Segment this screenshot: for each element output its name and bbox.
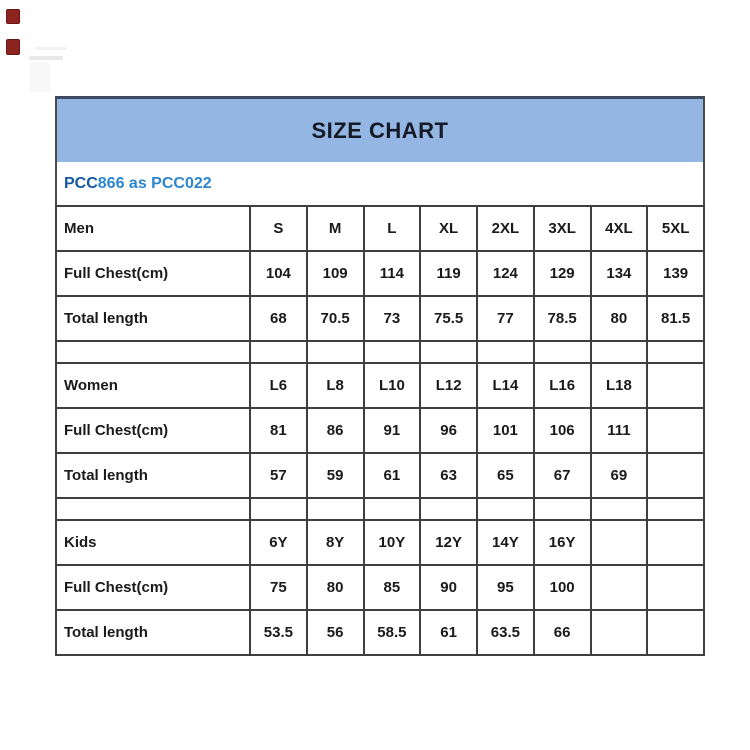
measure-label: Full Chest(cm) xyxy=(56,565,250,610)
scan-smudge xyxy=(29,56,63,60)
value-cell: 57 xyxy=(250,453,307,498)
value-cell xyxy=(591,610,648,655)
value-cell: 70.5 xyxy=(307,296,364,341)
spacer-cell xyxy=(250,341,307,363)
spacer-cell xyxy=(364,341,421,363)
value-cell: 100 xyxy=(534,565,591,610)
spacer-cell xyxy=(307,498,364,520)
size-cell xyxy=(591,520,648,565)
page-title: SIZE CHART xyxy=(311,117,449,143)
spacer-cell xyxy=(250,498,307,520)
measure-label: Total length xyxy=(56,610,250,655)
product-code-prefix: PCC xyxy=(64,174,98,192)
spacer-cell xyxy=(56,341,250,363)
spacer-cell xyxy=(420,498,477,520)
table-row xyxy=(56,408,704,453)
section-label: Kids xyxy=(56,520,250,565)
size-cell: 3XL xyxy=(534,206,591,251)
measure-label: Total length xyxy=(56,296,250,341)
value-cell: 95 xyxy=(477,565,534,610)
measure-label: Total length xyxy=(56,453,250,498)
value-cell: 90 xyxy=(420,565,477,610)
value-cell: 139 xyxy=(647,251,704,296)
size-cell: L12 xyxy=(420,363,477,408)
spacer-cell xyxy=(591,498,648,520)
value-cell: 58.5 xyxy=(364,610,421,655)
spacer-cell xyxy=(307,341,364,363)
value-cell: 69 xyxy=(591,453,648,498)
value-cell xyxy=(647,565,704,610)
value-cell: 65 xyxy=(477,453,534,498)
size-cell: 14Y xyxy=(477,520,534,565)
value-cell: 77 xyxy=(477,296,534,341)
value-cell: 86 xyxy=(307,408,364,453)
table-row xyxy=(56,453,704,498)
section-label: Men xyxy=(56,206,250,251)
size-cell: L6 xyxy=(250,363,307,408)
spacer-row xyxy=(56,341,704,363)
value-cell: 81.5 xyxy=(647,296,704,341)
table-row xyxy=(56,610,704,655)
value-cell xyxy=(647,408,704,453)
value-cell: 56 xyxy=(307,610,364,655)
value-cell: 63 xyxy=(420,453,477,498)
value-cell: 101 xyxy=(477,408,534,453)
value-cell: 119 xyxy=(420,251,477,296)
value-cell: 75 xyxy=(250,565,307,610)
value-cell: 80 xyxy=(591,296,648,341)
spacer-cell xyxy=(534,341,591,363)
size-cell: 8Y xyxy=(307,520,364,565)
size-cell: L xyxy=(364,206,421,251)
size-cell: L10 xyxy=(364,363,421,408)
table-row xyxy=(56,206,704,251)
size-cell: L14 xyxy=(477,363,534,408)
size-cell: XL xyxy=(420,206,477,251)
broken-image-icon xyxy=(6,39,20,55)
value-cell: 67 xyxy=(534,453,591,498)
value-cell: 91 xyxy=(364,408,421,453)
value-cell: 81 xyxy=(250,408,307,453)
value-cell: 104 xyxy=(250,251,307,296)
size-cell: S xyxy=(250,206,307,251)
broken-image-icon xyxy=(6,9,20,24)
table-row xyxy=(56,565,704,610)
size-cell: 16Y xyxy=(534,520,591,565)
value-cell: 109 xyxy=(307,251,364,296)
value-cell: 129 xyxy=(534,251,591,296)
table-row xyxy=(56,296,704,341)
value-cell: 80 xyxy=(307,565,364,610)
product-code-rest: 866 as PCC022 xyxy=(97,174,212,192)
value-cell: 61 xyxy=(364,453,421,498)
size-cell: 2XL xyxy=(477,206,534,251)
spacer-row xyxy=(56,498,704,520)
size-cell xyxy=(647,363,704,408)
scan-smudge xyxy=(36,47,66,50)
value-cell: 96 xyxy=(420,408,477,453)
scan-smudge xyxy=(30,62,50,92)
spacer-cell xyxy=(56,498,250,520)
value-cell xyxy=(647,453,704,498)
measure-label: Full Chest(cm) xyxy=(56,251,250,296)
table-row xyxy=(56,363,704,408)
size-cell xyxy=(647,520,704,565)
spacer-cell xyxy=(477,341,534,363)
size-cell: 6Y xyxy=(250,520,307,565)
size-cell: L16 xyxy=(534,363,591,408)
value-cell: 75.5 xyxy=(420,296,477,341)
spacer-cell xyxy=(647,498,704,520)
value-cell: 111 xyxy=(591,408,648,453)
size-chart-panel xyxy=(55,96,705,656)
spacer-cell xyxy=(477,498,534,520)
size-cell: 5XL xyxy=(647,206,704,251)
value-cell xyxy=(591,565,648,610)
size-chart-table xyxy=(55,205,705,656)
value-cell: 73 xyxy=(364,296,421,341)
value-cell: 134 xyxy=(591,251,648,296)
size-chart-banner xyxy=(55,96,705,162)
value-cell: 53.5 xyxy=(250,610,307,655)
value-cell: 61 xyxy=(420,610,477,655)
value-cell: 78.5 xyxy=(534,296,591,341)
table-row xyxy=(56,251,704,296)
spacer-cell xyxy=(420,341,477,363)
measure-label: Full Chest(cm) xyxy=(56,408,250,453)
size-cell: L18 xyxy=(591,363,648,408)
value-cell: 124 xyxy=(477,251,534,296)
size-cell: L8 xyxy=(307,363,364,408)
size-cell: 10Y xyxy=(364,520,421,565)
value-cell: 63.5 xyxy=(477,610,534,655)
product-code-row xyxy=(55,162,705,205)
value-cell: 106 xyxy=(534,408,591,453)
size-cell: 4XL xyxy=(591,206,648,251)
spacer-cell xyxy=(647,341,704,363)
value-cell: 66 xyxy=(534,610,591,655)
table-row xyxy=(56,520,704,565)
spacer-cell xyxy=(364,498,421,520)
section-label: Women xyxy=(56,363,250,408)
value-cell: 68 xyxy=(250,296,307,341)
value-cell xyxy=(647,610,704,655)
value-cell: 114 xyxy=(364,251,421,296)
size-cell: 12Y xyxy=(420,520,477,565)
size-cell: M xyxy=(307,206,364,251)
value-cell: 85 xyxy=(364,565,421,610)
spacer-cell xyxy=(534,498,591,520)
value-cell: 59 xyxy=(307,453,364,498)
spacer-cell xyxy=(591,341,648,363)
